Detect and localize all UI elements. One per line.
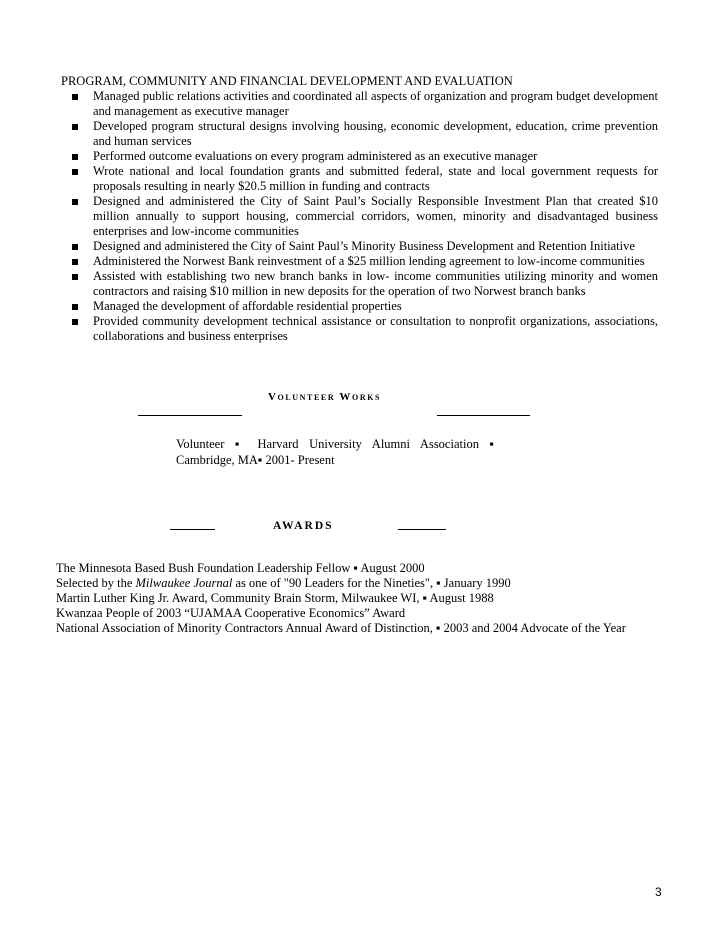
volunteer-line-2: Cambridge, MA▪ 2001- Present <box>176 453 335 467</box>
list-item <box>72 254 658 269</box>
list-item-text: Designed and administered the City of Saint Paul’s Minority Business Development and Retention Initiative <box>93 239 635 253</box>
list-item-text: Managed the development of affordable residential properties <box>93 299 402 313</box>
list-item-text: Managed public relations activities and coordinated all aspects of organization and program budget development and management as executive manager <box>93 89 658 118</box>
awards-heading: AWARDS <box>273 520 334 532</box>
responsibilities-list <box>72 89 658 344</box>
bullet-square-icon <box>72 274 78 280</box>
list-item-text: Developed program structural designs involving housing, economic development, education, crime prevention and human services <box>93 119 658 148</box>
awards-rule-left <box>170 529 215 530</box>
list-item-text: Assisted with establishing two new branch banks in low- income communities utilizing minority and women contractors and raising $10 million in new deposits for the operation of two Norwest branch banks <box>93 269 658 298</box>
bullet-square-icon <box>72 304 78 310</box>
award-text: The Minnesota Based Bush Foundation Leadership Fellow ▪ August 2000 <box>56 561 425 575</box>
list-item-text: Provided community development technical assistance or consultation to nonprofit organizations, associations, collaborations and business enterprises <box>93 314 658 343</box>
volunteer-rule-left <box>138 415 242 416</box>
list-item <box>72 299 658 314</box>
list-item <box>72 239 658 254</box>
award-text: National Association of Minority Contractors Annual Award of Distinction, ▪ 2003 and 2004 Advocate of the Year <box>56 621 626 635</box>
volunteer-heading: Volunteer Works <box>268 391 382 403</box>
page-number: 3 <box>655 885 662 899</box>
list-item <box>72 149 658 164</box>
bullet-square-icon <box>72 199 78 205</box>
volunteer-line-1: Volunteer ▪ Harvard University Alumni Association ▪ <box>176 437 494 451</box>
list-item <box>72 119 658 149</box>
award-item <box>56 561 676 576</box>
award-text: Martin Luther King Jr. Award, Community Brain Storm, Milwaukee WI, ▪ August 1988 <box>56 591 494 605</box>
award-text: Selected by the <box>56 576 136 590</box>
list-item-text: Administered the Norwest Bank reinvestment of a $25 million lending agreement to low-income communities <box>93 254 645 268</box>
awards-list <box>56 561 676 636</box>
list-item-text: Wrote national and local foundation grants and submitted federal, state and local government requests for proposals resulting in nearly $20.5 million in funding and contracts <box>93 164 658 193</box>
award-item <box>56 621 676 636</box>
list-item-text: Designed and administered the City of Saint Paul’s Socially Responsible Investment Plan that created $10 million annually to support housing, commercial corridors, women, minority and disadvantaged business enterprises and low-income communities <box>93 194 658 238</box>
bullet-square-icon <box>72 94 78 100</box>
awards-rule-right <box>398 529 446 530</box>
list-item-text: Performed outcome evaluations on every program administered as an executive manager <box>93 149 538 163</box>
bullet-square-icon <box>72 169 78 175</box>
list-item <box>72 269 658 299</box>
list-item <box>72 89 658 119</box>
bullet-square-icon <box>72 259 78 265</box>
award-publication: Milwaukee Journal <box>135 576 233 590</box>
award-text: Kwanzaa People of 2003 “UJAMAA Cooperative Economics” Award <box>56 606 406 620</box>
volunteer-entry <box>176 436 494 468</box>
bullet-square-icon <box>72 154 78 160</box>
volunteer-rule-right <box>437 415 530 416</box>
list-item <box>72 164 658 194</box>
award-item <box>56 606 676 621</box>
award-item <box>56 591 676 606</box>
section-heading: PROGRAM, COMMUNITY AND FINANCIAL DEVELOPMENT AND EVALUATION <box>61 74 513 88</box>
bullet-square-icon <box>72 244 78 250</box>
award-text-tail: as one of "90 Leaders for the Nineties", ▪ January 1990 <box>232 576 511 590</box>
award-item <box>56 576 676 591</box>
list-item <box>72 194 658 239</box>
list-item <box>72 314 658 344</box>
bullet-square-icon <box>72 319 78 325</box>
bullet-square-icon <box>72 124 78 130</box>
